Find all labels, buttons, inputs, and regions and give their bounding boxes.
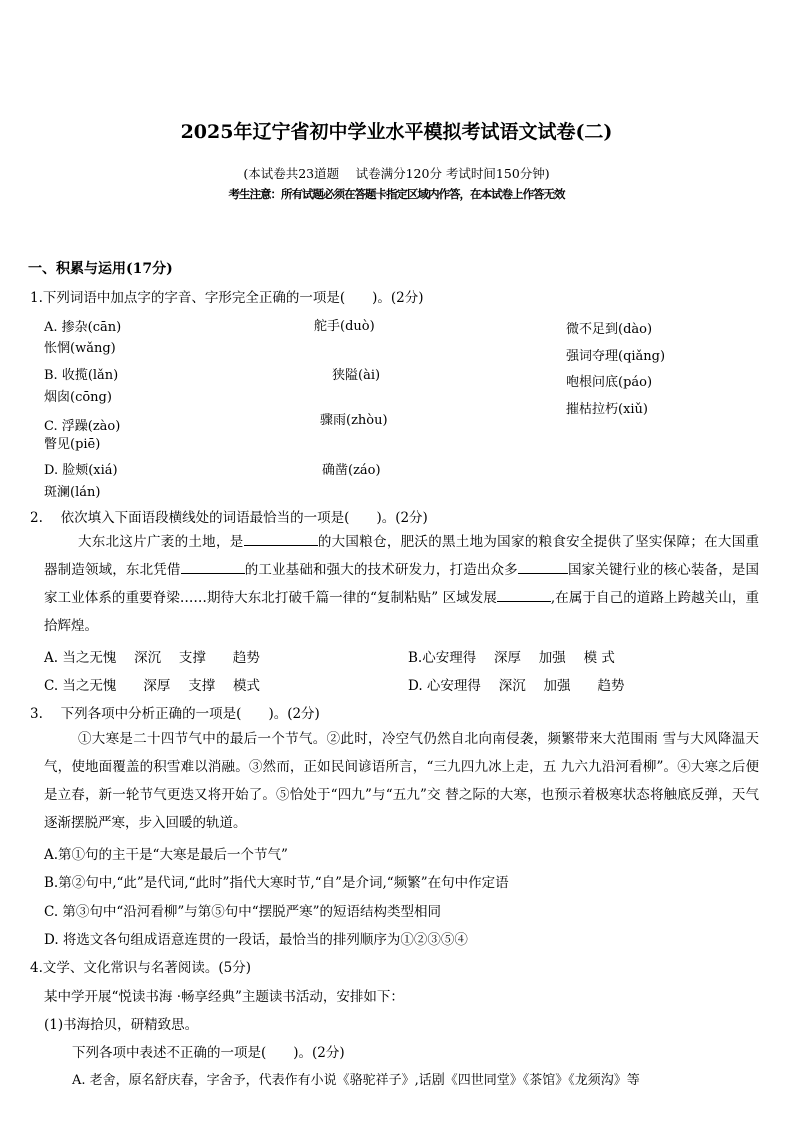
q3-option-b: B.第②句中,“此”是代词,“此时”指代大寒时节,“自”是介词,“频繁”在句中作定语 [44,875,509,891]
exam-title: 2025年辽宁省初中学业水平模拟考试语文试卷(二) [180,121,613,143]
q1-option-a-4: 微不足到(dào) [566,322,653,337]
q2-option-b: B.心安理得 深厚 加强 模 式 [408,650,615,666]
q4-intro: 某中学开展“悦读书海 ·畅享经典”主题读书活动，安排如下： [44,989,404,1005]
q1-option-d-2: 斑澜(lán) [44,485,101,500]
q3-passage: ①大寒是二十四节气中的最后一个节气。②此时，冷空气仍然自北向南侵袭，频繁带来大范围雨 雪与大风降温天气，使地面覆盖的积雪难以消融。③然而，正如民间谚语所言，“三九四九冰上走，五 九六九沿河看柳”。④大寒之后便是立春，新一轮节气更迭又将开始了。⑤恰处于“四九”与“五九”交 替之际的大寒，也预示着极寒状态将触底反弹，天气逐渐摆脱严寒，步入回暖的轨道。 [44,731,759,831]
q1-option-c-3: 骤雨(zhòu) [320,413,388,428]
q4-sub1-option-a: A. 老舍，原名舒庆春，字舍予，代表作有小说《骆驼祥子》,话剧《四世同堂》《茶馆》《龙须沟》等 [72,1073,640,1088]
q3-option-c: C. 第③句中“沿河看柳”与第⑤句中“摆脱严寒”的短语结构类型相同 [44,904,442,920]
q1-option-d-3: 确凿(záo) [322,463,381,478]
blank-2 [181,559,245,574]
q4-sub1: (1)书海拾贝，研精致思。 [44,1017,199,1033]
q1-option-b-4: 强词夺理(qiǎng) [566,349,666,364]
q1-option-d-1: D. 脸颊(xiá) [44,463,118,478]
q1-option-a-3: 舵手(duò) [314,319,375,334]
q4-sub1-stem: 下列各项中表述不正确的一项是( )。(2分) [72,1045,345,1061]
q1-option-b-2: 烟囱(cōng) [44,390,112,405]
q2-passage: 大东北这片广袤的土地，是 的大国粮仓，肥沃的黑土地为国家的粮食安全提供了坚实保障；在大国重器制造领域，东北凭借 的工业基础和强大的技术研发力，打造出众多 国家关键行业的核心装备，是国家工业体系的重要脊梁……期待大东北打破千篇一律的“复制粘贴” 区域发展 ,在属于自己的道路上跨越关山，重拾辉煌。 [44,528,759,640]
q1-option-c-2: 瞥见(piē) [44,437,101,452]
q2-option-d: D. 心安理得 深沉 加强 趋势 [408,678,625,694]
q4-stem: 4.文学、文化常识与名著阅读。(5分) [30,960,252,976]
q1-option-a-1: A. 掺杂(cān) [44,320,122,335]
q1-stem: 1.下列词语中加点字的字音、字形完全正确的一项是( )。(2分) [30,290,424,306]
q1-option-d-4: 摧枯拉朽(xiǔ) [566,402,649,417]
q3-stem: 3. 下列各项中分析正确的一项是( )。(2分) [30,706,320,722]
q3-option-a: A.第①句的主干是“大寒是最后一个节气” [44,847,288,863]
q1-option-b-1: B. 收揽(lǎn) [44,368,119,383]
q1-option-a-2: 怅惘(wǎng) [44,341,116,356]
q2-stem: 2. 依次填入下面语段横线处的词语最恰当的一项是( )。(2分) [30,510,428,526]
section-heading: 一、积累与运用(17分) [28,261,173,277]
blank-1 [244,531,318,546]
q3-option-d: D. 将选文各句组成语意连贯的一段话，最恰当的排列顺序为①②③⑤④ [44,932,468,948]
q2-option-a: A. 当之无愧 深沉 支撑 趋势 [44,650,260,666]
blank-4 [497,587,551,602]
exam-info: (本试卷共23道题 试卷满分120分 考试时间150分钟) [243,166,550,181]
q1-option-c-4: 咆根问底(páo) [566,375,653,390]
q1-option-c-1: C. 浮躁(zào) [44,419,121,434]
q2-option-c: C. 当之无愧 深厚 支撑 模式 [44,678,261,694]
blank-3 [518,559,568,574]
q1-option-b-3: 狭隘(ài) [332,368,381,383]
exam-notice: 考生注意：所有试题必须在答题卡指定区域内作答，在本试卷上作答无效 [228,187,565,201]
